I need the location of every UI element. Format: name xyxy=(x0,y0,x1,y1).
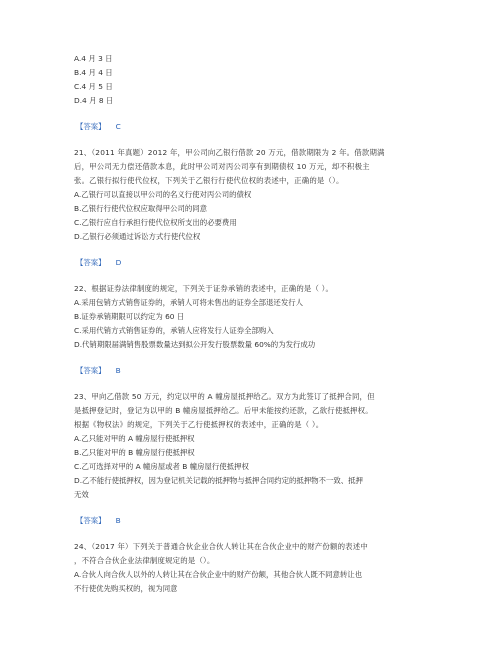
option-c: C.采用代销方式销售证券的，承销人应将发行人证券全部购入 xyxy=(74,326,274,335)
option-c: C.乙银行应自行承担行使代位权所支出的必要费用 xyxy=(74,218,237,227)
option-d: D.4 月 8 日 xyxy=(74,96,114,105)
question-line: ，不符合合伙企业法律制度规定的是（）。 xyxy=(74,556,215,565)
question-21 xyxy=(74,146,430,188)
option-d: D.乙不能行使抵押权，因为登记机关记载的抵押物与抵押合同约定的抵押物不一致、抵押 xyxy=(74,476,363,485)
answer-value: C xyxy=(115,122,122,131)
option-a-continued: 不行使优先购买权的，视为同意 xyxy=(74,584,178,593)
question-line: 张。乙银行拟行使代位权，下列关于乙银行行使代位权的表述中，正确的是（）。 xyxy=(74,176,344,185)
question-line: 21、（2011 年真题）2012 年，甲公司向乙银行借款 20 万元，借款期限为 2 年。借款期满 xyxy=(74,148,385,157)
question-line: 后，甲公司无力偿还借款本息，此时甲公司对丙公司享有到期债权 10 万元，却不积极主 xyxy=(74,162,370,171)
option-b: B.乙只能对甲的 B 幢房屋行使抵押权 xyxy=(74,448,195,457)
option-a: A.4 月 3 日 xyxy=(74,54,113,63)
answer-label: 【答案】 xyxy=(76,122,106,131)
answer-value: D xyxy=(115,258,122,267)
option-a: A.乙只能对甲的 A 幢房屋行使抵押权 xyxy=(74,434,195,443)
question-line: 23、甲向乙借款 50 万元，约定以甲的 A 幢房屋抵押给乙。双方为此签订了抵押合同，但 xyxy=(74,392,375,401)
prev-question-options xyxy=(74,52,430,108)
question-23-options xyxy=(74,432,430,502)
answer-label: 【答案】 xyxy=(76,366,106,375)
option-b: B.4 月 4 日 xyxy=(74,68,113,77)
question-line: 24、（2017 年）下列关于普通合伙企业合伙人转让其在合伙企业中的财产份额的表述中 xyxy=(74,542,368,551)
question-line: 22、根据证券法律制度的规定，下列关于证券承销的表述中，正确的是（ ）。 xyxy=(74,284,334,293)
answer-value: B xyxy=(115,516,122,525)
question-24-options xyxy=(74,568,430,596)
question-21-answer xyxy=(76,256,430,270)
option-a: A.合伙人向合伙人以外的人转让其在合伙企业中的财产份额，其他合伙人既不同意转让也 xyxy=(74,570,363,579)
option-b: B.乙银行行使代位权应取得甲公司的同意 xyxy=(74,204,208,213)
option-b: B.证券承销期限可以约定为 60 日 xyxy=(74,312,185,321)
answer-label: 【答案】 xyxy=(76,516,106,525)
question-24 xyxy=(74,540,430,568)
option-d-continued: 无效 xyxy=(74,490,89,499)
option-a: A.采用包销方式销售证券的，承销人可将未售出的证券全部退还发行人 xyxy=(74,298,303,307)
option-d: D.乙银行必须通过诉讼方式行使代位权 xyxy=(74,232,201,241)
question-line: 根据《物权法》的规定，下列关于乙行使抵押权的表述中，正确的是（ ）。 xyxy=(74,420,324,429)
question-23 xyxy=(74,390,430,432)
question-line: 是抵押登记时，登记为以甲的 B 幢房屋抵押给乙。后甲未能按约还款，乙欲行使抵押权。 xyxy=(74,406,373,415)
option-c: C.4 月 5 日 xyxy=(74,82,113,91)
answer-label: 【答案】 xyxy=(76,258,106,267)
question-22-answer xyxy=(76,364,430,378)
prev-question-answer xyxy=(76,120,430,134)
question-23-answer xyxy=(76,514,430,528)
option-a: A.乙银行可以直接以甲公司的名义行使对丙公司的债权 xyxy=(74,190,252,199)
question-22 xyxy=(74,282,430,296)
question-21-options xyxy=(74,188,430,244)
option-d: D.代销期限届满销售股票数量达到拟公开发行股票数量 60%的为发行成功 xyxy=(74,340,316,349)
answer-value: B xyxy=(115,366,122,375)
question-22-options xyxy=(74,296,430,352)
option-c: C.乙可选择对甲的 A 幢房屋或者 B 幢房屋行使抵押权 xyxy=(74,462,249,471)
